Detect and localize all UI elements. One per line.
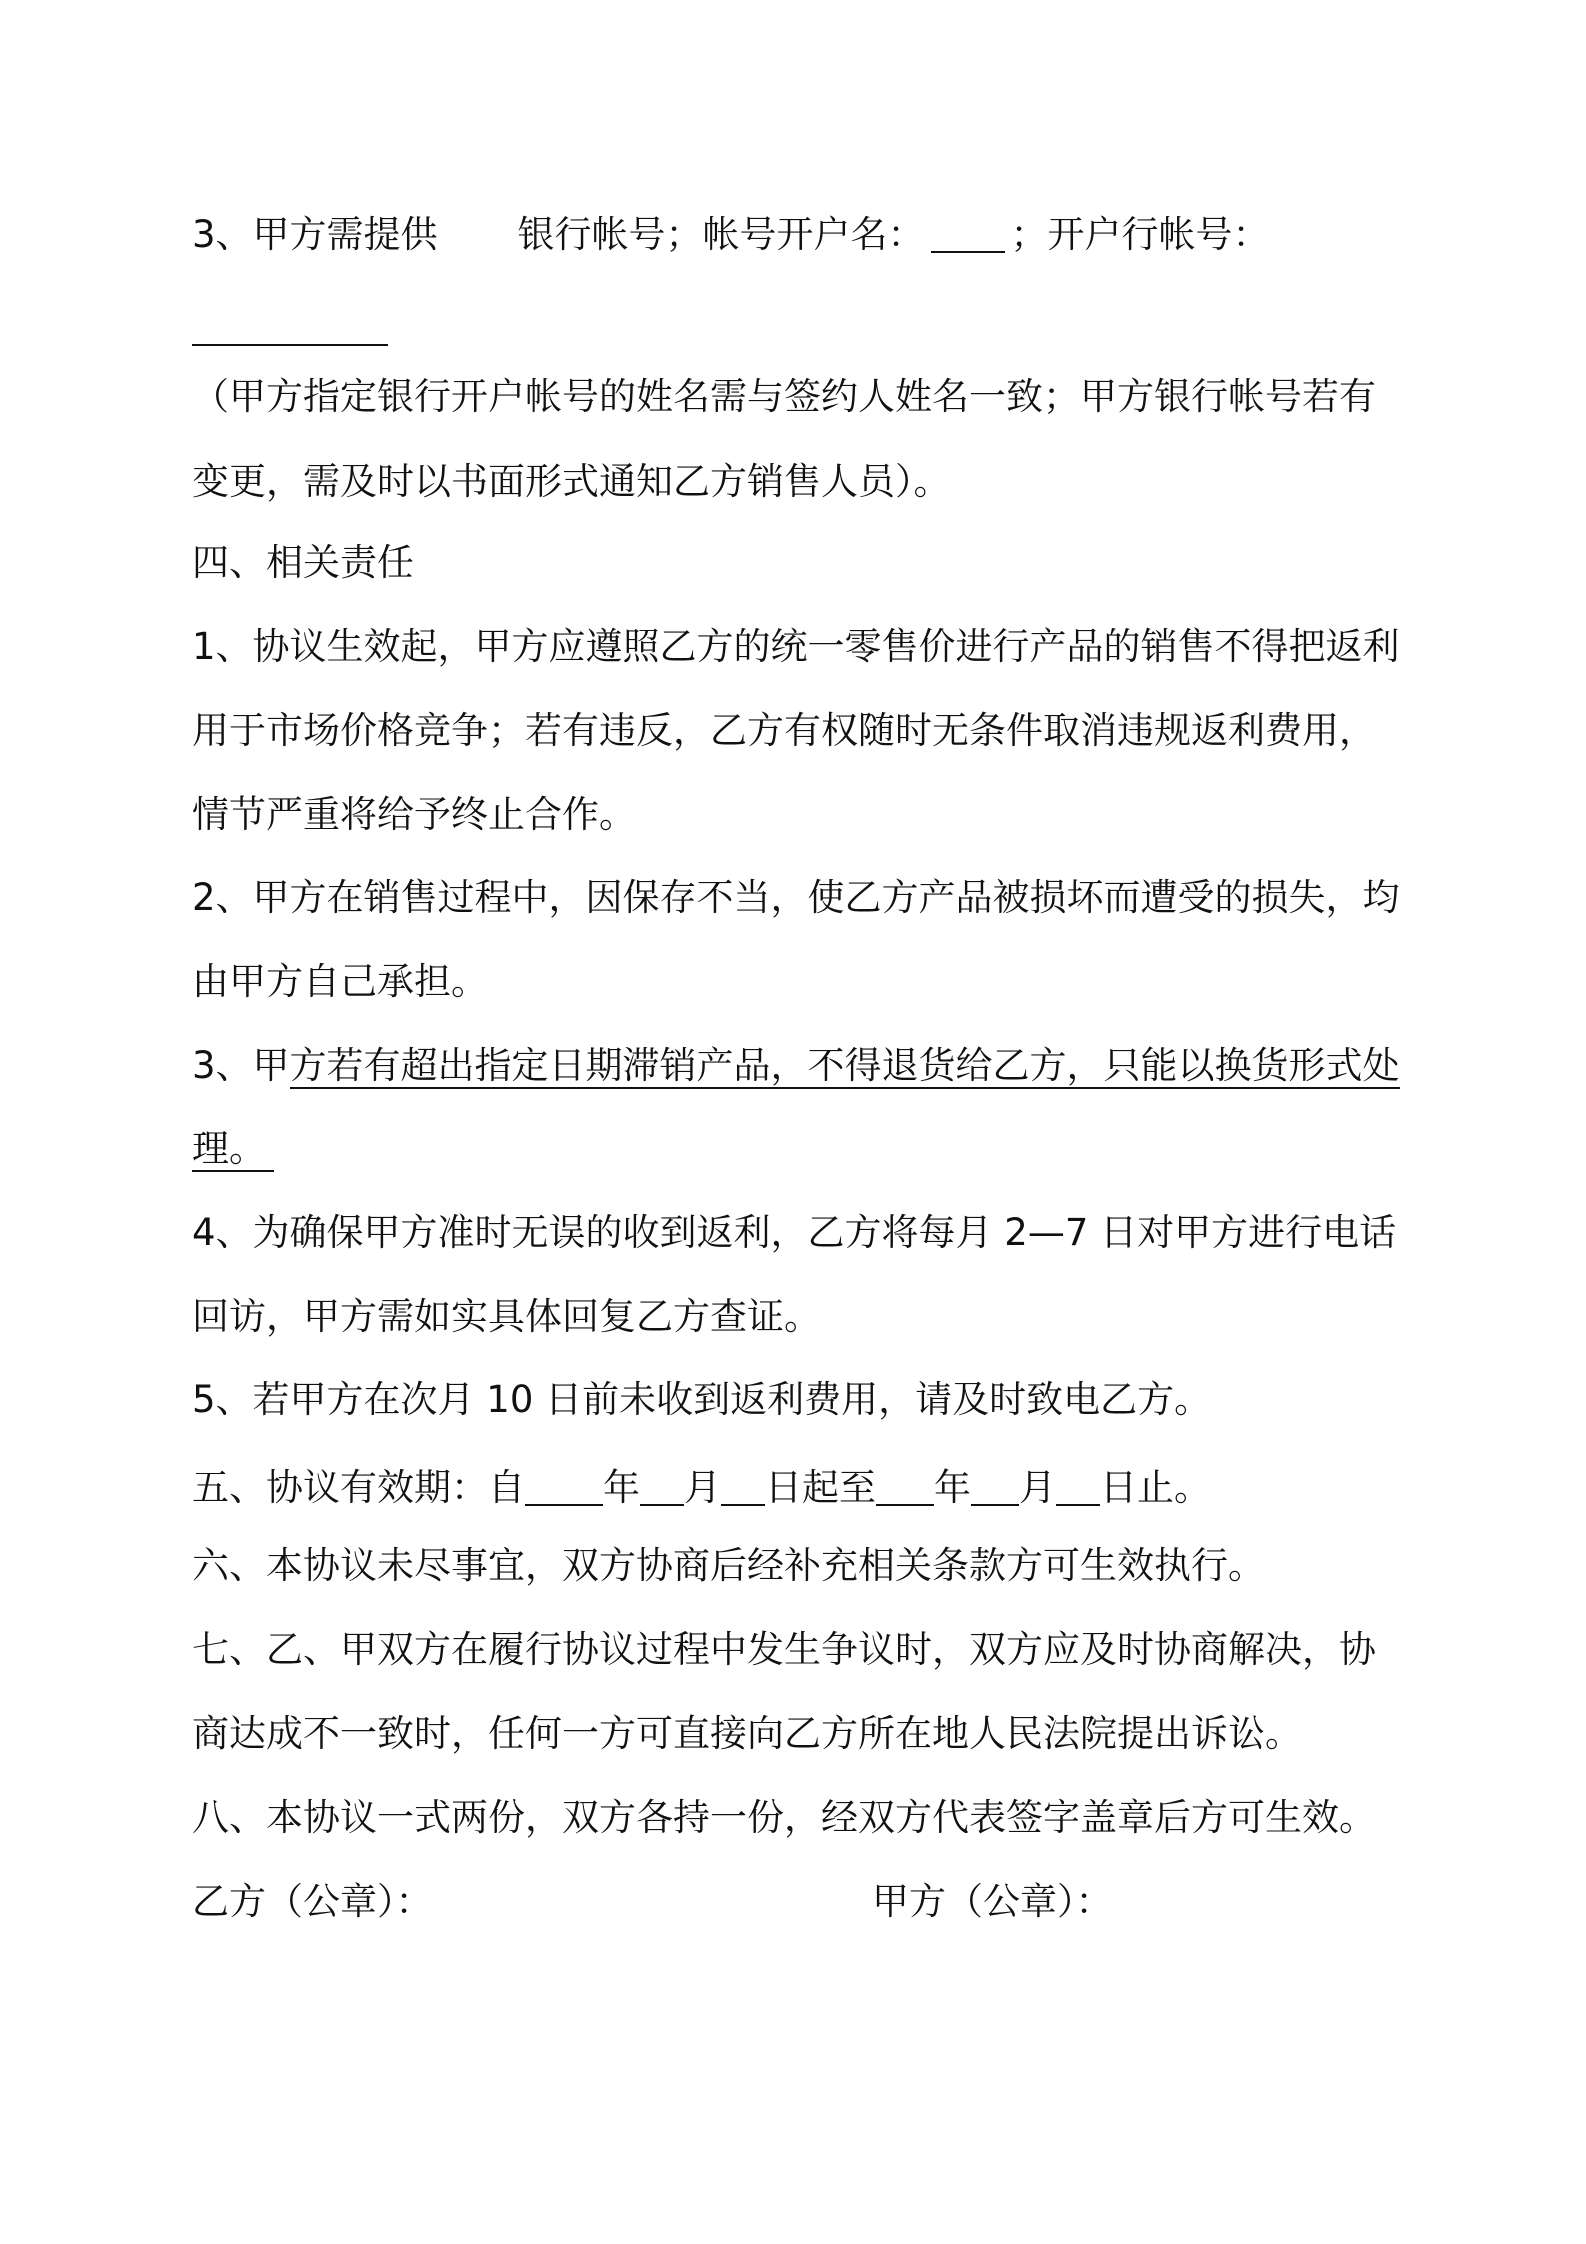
end-year-label: 年 — [934, 1466, 971, 1509]
section-7-line-2: 商达成不一致时，任何一方可直接向乙方所在地人民法院提出诉讼。 — [192, 1712, 1302, 1755]
clause-4-3-underlined: 方若有超出指定日期滞销产品，不得退货给乙方，只能以换货形式处 — [289, 1044, 1400, 1087]
account-name-blank[interactable] — [931, 215, 1005, 253]
clause-4-3-line-2 — [192, 1124, 274, 1174]
clause-4-1-line-3: 情节严重将给予终止合作。 — [192, 793, 636, 836]
validity-prefix: 五、协议有效期：自 — [192, 1466, 525, 1509]
clause-4-3-prefix: 3、甲 — [192, 1044, 290, 1087]
start-day-blank[interactable] — [721, 1468, 765, 1506]
clause-4-2-line-2: 由甲方自己承担。 — [192, 960, 488, 1003]
section-6: 六、本协议未尽事宜，双方协商后经补充相关条款方可生效执行。 — [192, 1544, 1265, 1587]
start-month-blank[interactable] — [640, 1468, 684, 1506]
section-5-validity — [192, 1463, 1211, 1513]
start-year-label: 年 — [603, 1466, 640, 1509]
bank-clause-number: 3、甲方需提供 — [192, 213, 438, 256]
section-7-line-1: 七、乙、甲双方在履行协议过程中发生争议时，双方应及时协商解决，协 — [192, 1628, 1376, 1671]
end-month-blank[interactable] — [971, 1468, 1019, 1506]
bank-account-label: 银行帐号；帐号开户名： — [517, 213, 925, 256]
bank-branch-label: ；开户行帐号： — [1010, 213, 1270, 256]
branch-account-blank[interactable] — [192, 344, 388, 346]
clause-4-2-line-1: 2、甲方在销售过程中，因保存不当，使乙方产品被损坏而遭受的损失，均 — [192, 876, 1400, 919]
clause-4-1-line-1: 1、协议生效起，甲方应遵照乙方的统一零售价进行产品的销售不得把返利 — [192, 625, 1400, 668]
clause-4-4-line-2: 回访，甲方需如实具体回复乙方查证。 — [192, 1295, 821, 1338]
party-b-seal-label: 乙方（公章）： — [192, 1880, 433, 1923]
clause-4-5: 5、若甲方在次月 10 日前未收到返利费用，请及时致电乙方。 — [192, 1378, 1212, 1421]
clause-4-3-line-1 — [192, 1041, 1400, 1091]
party-a-seal-label: 甲方（公章）： — [872, 1880, 1113, 1923]
end-year-blank[interactable] — [876, 1468, 934, 1506]
end-day-blank[interactable] — [1056, 1468, 1100, 1506]
bank-note-line-2: 变更，需及时以书面形式通知乙方销售人员）。 — [192, 460, 951, 503]
section-8: 八、本协议一式两份，双方各持一份，经双方代表签字盖章后方可生效。 — [192, 1796, 1376, 1839]
section-4-heading: 四、相关责任 — [192, 541, 414, 584]
start-year-blank[interactable] — [525, 1468, 603, 1506]
clause-4-4-line-1: 4、为确保甲方准时无误的收到返利，乙方将每月 2—7 日对甲方进行电话 — [192, 1211, 1397, 1254]
clause-4-3-underlined-end: 理。 — [192, 1127, 274, 1172]
bank-note-line-1: （甲方指定银行开户帐号的姓名需与签约人姓名一致；甲方银行帐号若有 — [192, 375, 1376, 418]
start-day-label: 日起至 — [765, 1466, 876, 1509]
bank-clause-line — [192, 210, 1270, 260]
end-day-label: 日止。 — [1100, 1466, 1211, 1509]
clause-4-1-line-2: 用于市场价格竞争；若有违反，乙方有权随时无条件取消违规返利费用， — [192, 709, 1376, 752]
end-month-label: 月 — [1019, 1466, 1056, 1509]
start-month-label: 月 — [684, 1466, 721, 1509]
